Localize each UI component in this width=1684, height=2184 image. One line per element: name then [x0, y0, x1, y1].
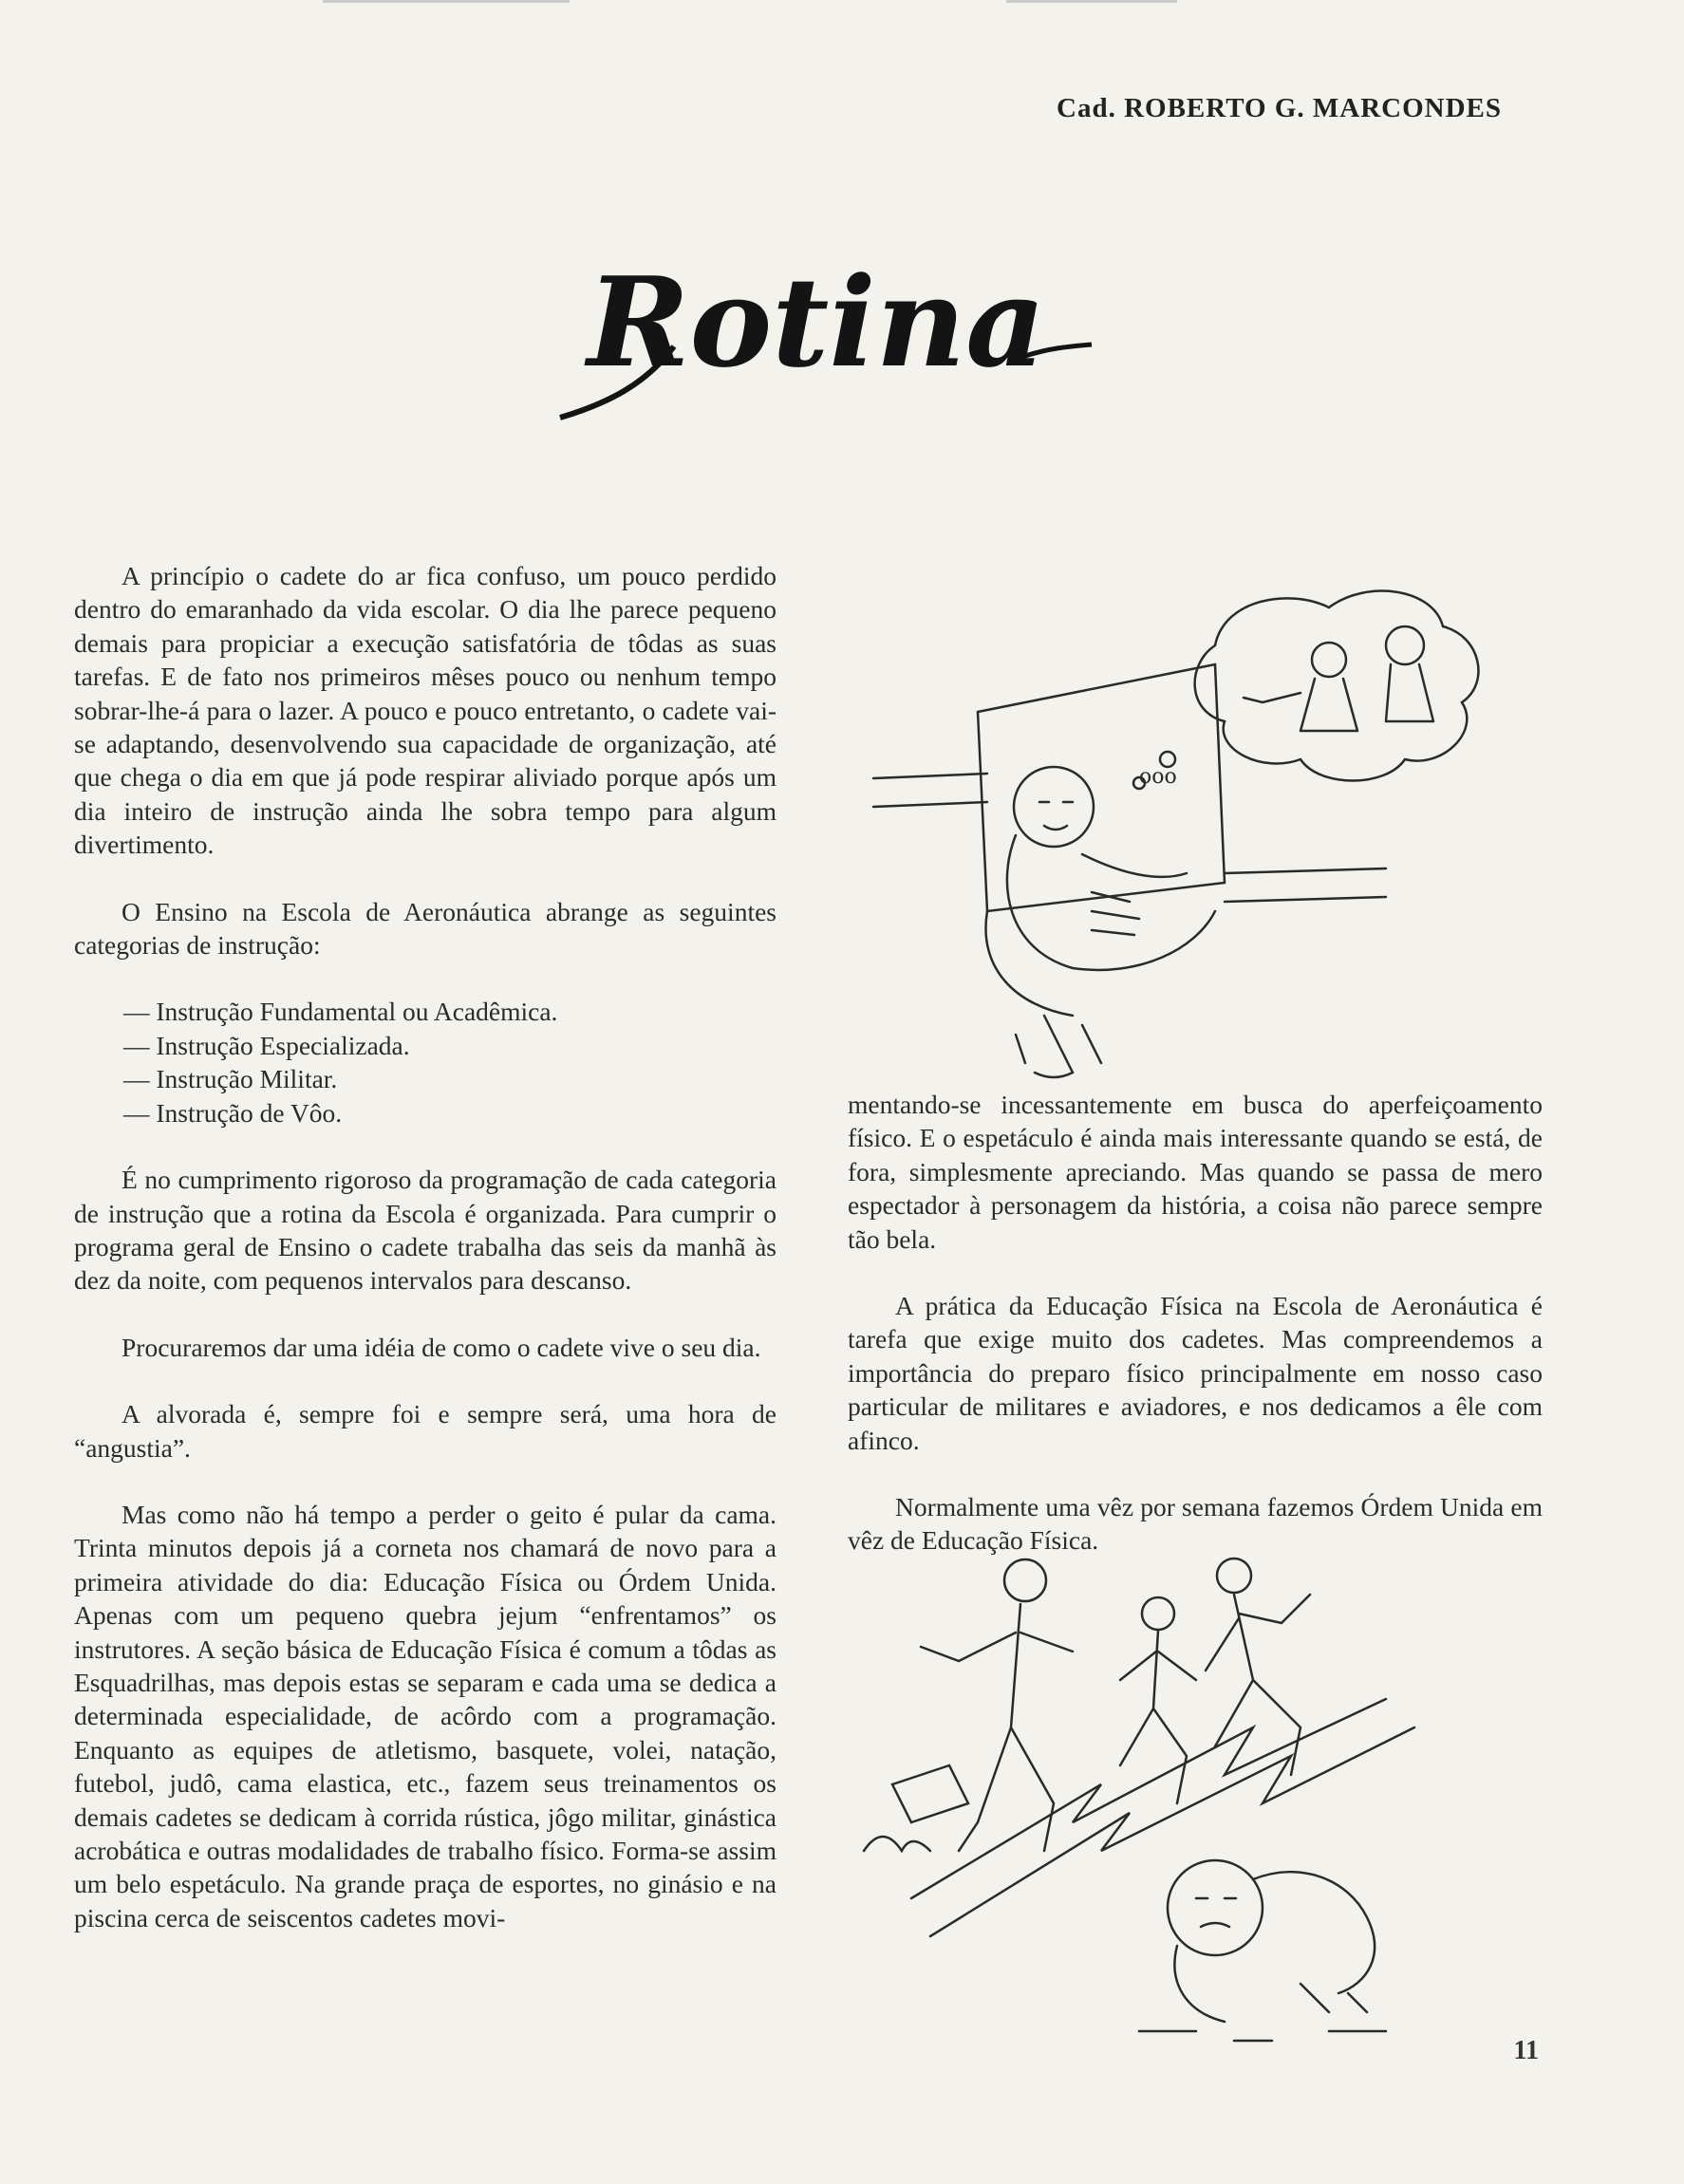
paragraph: A alvorada é, sempre foi e sempre será, uma hora de “angustia”.: [74, 1399, 777, 1463]
top-edge-mark: [323, 0, 570, 3]
paragraph: Procuraremos dar uma idéia de como o cadete vive o seu dia.: [122, 1332, 761, 1362]
left-column: [74, 559, 777, 1968]
list-item: — Instrução Especializada.: [123, 1030, 410, 1060]
sleeping-cadet-illustration-icon: [854, 569, 1509, 1101]
title-text: Rotina: [587, 250, 1046, 395]
paragraph: Mas como não há tempo a perder o geito é pular da cama. Trinta minutos depois já a corneta nos chamará de novo para a primeira atividade do dia: Educação Física ou Órdem Unida. Apenas com um pequeno quebra jejum “enfrentamos” os instrutores. A seção básica de Educação Física é comum a tôdas as Esquadrilhas, mas depois estas se separam e cada uma se dedica a determinada especialidade, de acôrdo com a programação. Enquanto as equipes de atletismo, basquete, volei, natação, futebol, judô, cama elastica, etc., fazem seus treinamentos os demais cadetes se dedicam à corrida rústica, jôgo militar, ginástica acrobática e outras modalidades de trabalho físico. Forma-se assim um belo espetáculo. Na grande praça de esportes, no ginásio e na piscina cerca de seiscentos cadetes movi-: [74, 1499, 777, 1932]
instruction-list: [74, 995, 777, 1129]
paragraph: É no cumprimento rigoroso da programação de cada categoria de instrução que a rotina da Escola é organizada. Para cumprir o programa geral de Ensino o cadete trabalha das seis da manhã às dez da noite, com pequenos intervalos para descanso.: [74, 1165, 777, 1296]
right-column: [848, 1088, 1543, 1591]
paragraph: A princípio o cadete do ar fica confuso, um pouco perdido dentro do emaranhado da vida escolar. O dia lhe parece pequeno demais para propiciar a execução satisfatória de tôdas as suas tarefas. E de fato nos primeiros mêses pouco ou nenhum tempo sobrar-lhe-á para o lazer. A pouco e pouco entretanto, o cadete vai-se adaptando, desenvolvendo sua capacidade de organização, até que chega o dia em que já pode respirar aliviado porque após um dia inteiro de instrução ainda lhe sobra tempo para algum divertimento.: [74, 561, 777, 860]
author-byline: Cad. ROBERTO G. MARCONDES: [1057, 93, 1502, 123]
page-number: 11: [1513, 2036, 1539, 2065]
top-edge-mark: [1006, 0, 1177, 3]
list-item: — Instrução de Vôo.: [123, 1097, 343, 1128]
list-item: — Instrução Militar.: [123, 1064, 338, 1094]
paragraph: Normalmente uma vêz por semana fazemos Órdem Unida em vêz de Educação Física.: [848, 1492, 1543, 1556]
running-cadets-illustration-icon: [854, 1538, 1509, 2079]
paragraph: mentando-se incessantemente em busca do aperfeiçoamento físico. E o espetáculo é ainda mais interessante quando se está, de fora, simplesmente apreciando. Mas quando se passa de mero espectador à personagem da história, a coisa não parece sempre tão bela.: [848, 1090, 1543, 1254]
article-title: [532, 242, 1101, 432]
paragraph: A prática da Educação Física na Escola de Aeronáutica é tarefa que exige muito dos cadetes. Mas compreendemos a importância do preparo físico principalmente em nosso caso particular de militares e aviadores, e nos dedicamos a êle com afinco.: [848, 1291, 1543, 1455]
snore-text: ooo: [1139, 765, 1177, 789]
list-item: — Instrução Fundamental ou Acadêmica.: [123, 997, 558, 1027]
paragraph: O Ensino na Escola de Aeronáutica abrange as seguintes categorias de instrução:: [74, 896, 777, 961]
